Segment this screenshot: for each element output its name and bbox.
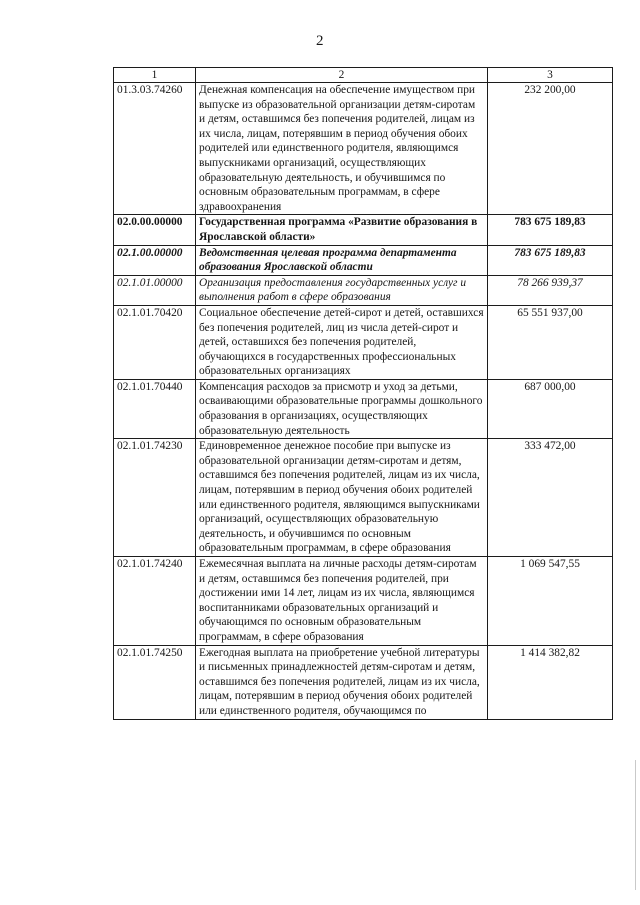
row-amount: 78 266 939,37	[488, 275, 613, 305]
table-row	[114, 275, 613, 305]
row-description: Организация предоставления государственных услуг и выполнения работ в сфере образования	[196, 275, 488, 305]
table-row	[114, 215, 613, 245]
table-row	[114, 439, 613, 557]
row-description: Компенсация расходов за присмотр и уход за детьми, осваивающими образовательные программы дошкольного образования в организациях, осуществляющих образовательную деятельность	[196, 379, 488, 438]
row-code: 02.1.01.74230	[114, 439, 196, 557]
row-description: Денежная компенсация на обеспечение имуществом при выпуске из образовательной организации детям-сиротам и детям, оставшимся без попечения родителей, лицам из их числа, лицам, потерявшим в период обучения обоих родителей или единственного родителя, являющимся выпускниками организаций, осуществляющих образовательную деятельность, и обучившимся по основным образовательным программам, в сфере здравоохранения	[196, 83, 488, 215]
table-row	[114, 305, 613, 379]
table-header-row	[114, 68, 613, 83]
row-amount: 783 675 189,83	[488, 215, 613, 245]
row-amount: 1 414 382,82	[488, 645, 613, 719]
row-amount: 333 472,00	[488, 439, 613, 557]
column-header-amount: 3	[488, 68, 613, 83]
table-row	[114, 645, 613, 719]
table-row	[114, 245, 613, 275]
page-number: 2	[316, 33, 324, 49]
table-row	[114, 83, 613, 215]
row-amount: 65 551 937,00	[488, 305, 613, 379]
row-code: 02.1.01.00000	[114, 275, 196, 305]
scan-edge-mark	[635, 760, 636, 890]
row-code: 01.3.03.74260	[114, 83, 196, 215]
budget-table	[113, 67, 613, 720]
row-description: Ежегодная выплата на приобретение учебной литературы и письменных принадлежностей детям-сиротам и детям, оставшимся без попечения родителей, лицам из их числа, лицам, потерявшим в период обучения обоих родителей или единственного родителя, обучающимся по	[196, 645, 488, 719]
row-description: Социальное обеспечение детей-сирот и детей, оставшихся без попечения родителей, лиц из числа детей-сирот и детей, оставшихся без попечения родителей, обучающихся в государственных профессиональных образовательных организациях	[196, 305, 488, 379]
row-amount: 783 675 189,83	[488, 245, 613, 275]
row-amount: 232 200,00	[488, 83, 613, 215]
row-description: Государственная программа «Развитие образования в Ярославской области»	[196, 215, 488, 245]
table-row	[114, 379, 613, 438]
column-header-description: 2	[196, 68, 488, 83]
row-description: Ежемесячная выплата на личные расходы детям-сиротам и детям, оставшимся без попечения родителей, при достижении ими 14 лет, лицам из их числа, являющимся воспитанниками образовательных организаций и обучающимся по основным образовательным программам, в сфере образования	[196, 557, 488, 646]
row-code: 02.1.01.70440	[114, 379, 196, 438]
row-description: Ведомственная целевая программа департамента образования Ярославской области	[196, 245, 488, 275]
row-code: 02.1.01.74250	[114, 645, 196, 719]
row-code: 02.1.01.70420	[114, 305, 196, 379]
row-code: 02.0.00.00000	[114, 215, 196, 245]
column-header-code: 1	[114, 68, 196, 83]
row-description: Единовременное денежное пособие при выпуске из образовательной организации детям-сиротам и детям, оставшимся без попечения родителей, лицам из их числа, лицам, потерявшим в период обучения обоих родителей или единственного родителя, являющимся выпускниками организаций, осуществляющих образовательную деятельность, и обучившимся по основным образовательным программам, в сфере образования	[196, 439, 488, 557]
row-amount: 687 000,00	[488, 379, 613, 438]
row-code: 02.1.00.00000	[114, 245, 196, 275]
row-amount: 1 069 547,55	[488, 557, 613, 646]
row-code: 02.1.01.74240	[114, 557, 196, 646]
table-row	[114, 557, 613, 646]
